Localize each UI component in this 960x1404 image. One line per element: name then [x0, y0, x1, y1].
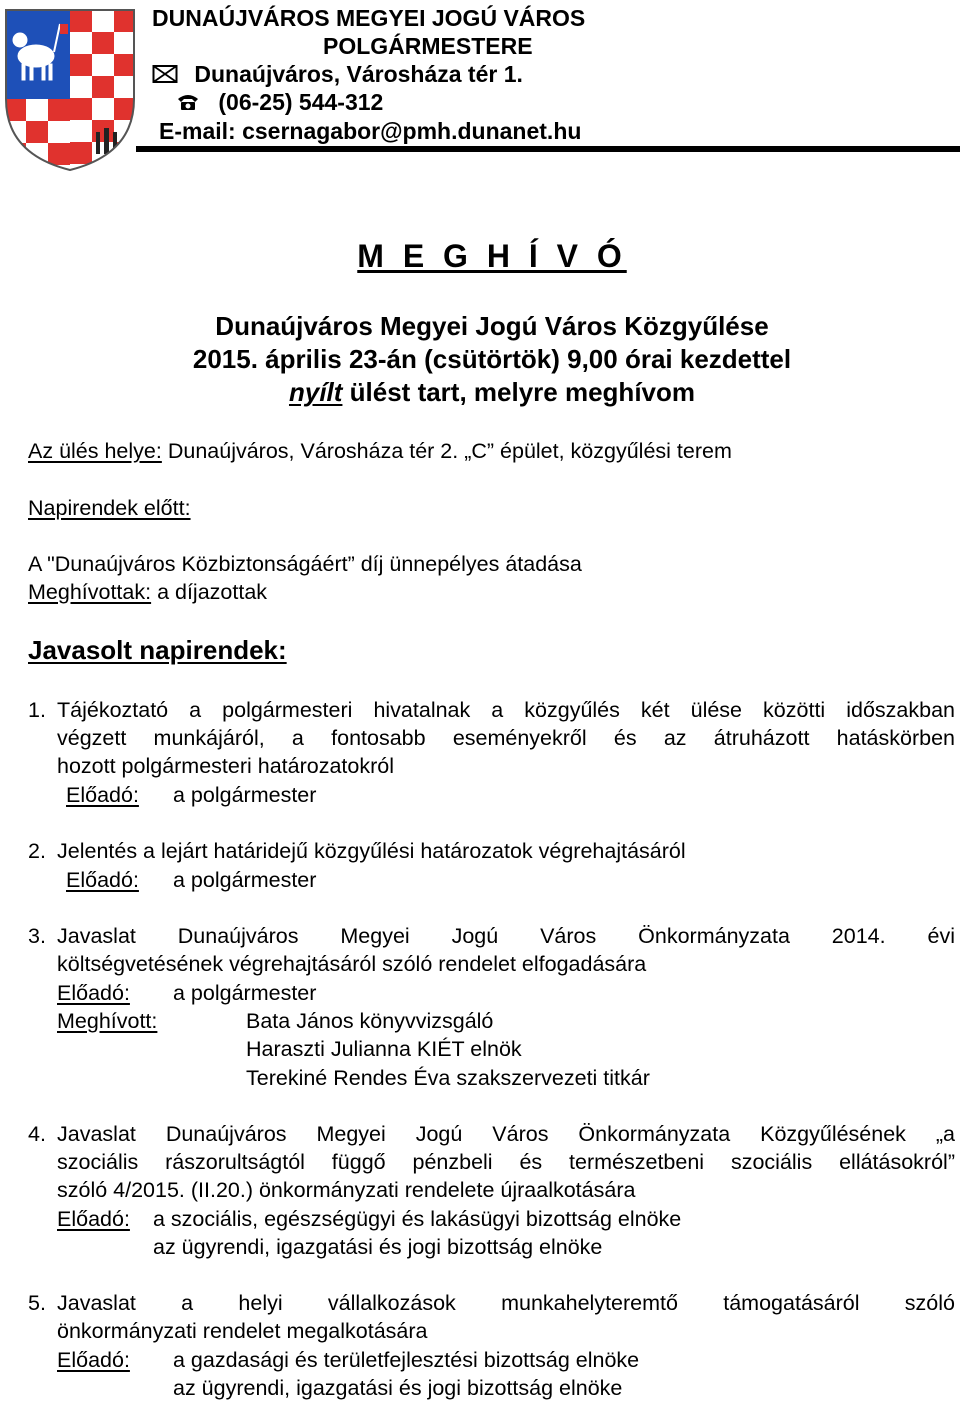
item-3-presenter: a polgármester — [173, 981, 317, 1005]
presenter-label: Előadó: — [66, 783, 139, 807]
session-type: nyílt — [288, 377, 343, 407]
phone-line — [176, 88, 383, 118]
item-5-line2: önkormányzati rendelet megalkotására — [57, 1319, 428, 1343]
document-title: M E G H Í V Ó — [357, 238, 627, 274]
item-4-line1: Javaslat Dunaújváros Megyei Jogú Város Önkormányzata Közgyűlésének „a — [57, 1122, 955, 1146]
pre-agenda-invited-text: a díjazottak — [151, 580, 268, 604]
address-line — [152, 60, 523, 90]
item-2-line1: Jelentés a lejárt határidejű közgyűlési határozatok végrehajtásáról — [57, 839, 686, 863]
email-line[interactable]: E-mail: csernagabor@pmh.dunanet.hu — [159, 118, 582, 144]
intro-line1: Dunaújváros Megyei Jogú Város Közgyűlése — [215, 311, 769, 341]
item-3-invited-3: Terekiné Rendes Éva szakszervezeti titkár — [246, 1066, 650, 1090]
pre-agenda-invited-label: Meghívottak: — [28, 580, 152, 604]
item-5-presenter: a gazdasági és területfejlesztési bizottság elnöke — [173, 1348, 640, 1372]
presenter-label: Előadó: — [57, 981, 130, 1005]
venue-text: Dunaújváros, Városháza tér 2. „C” épület, közgyűlési terem — [161, 439, 732, 463]
item-3-invited-1: Bata János könyvvizsgáló — [246, 1009, 494, 1033]
item-3-line1: Javaslat Dunaújváros Megyei Jogú Város Önkormányzata 2014. évi — [57, 924, 955, 948]
item-number: 4. — [28, 1122, 46, 1146]
item-3-line2: költségvetésének végrehajtásáról szóló rendelet elfogadására — [57, 952, 647, 976]
address-text: Dunaújváros, Városháza tér 1. — [194, 61, 523, 87]
item-1-line1: Tájékoztató a polgármesteri hivatalnak a közgyűlés két ülése közötti időszakban — [57, 698, 955, 722]
intro-line3 — [0, 376, 960, 408]
item-4-line3: szóló 4/2015. (II.20.) önkormányzati rendelete újraalkotására — [57, 1178, 636, 1202]
item-4-line2: szociális rászorultságtól függő pénzbeli és természetbeni szociális ellátásokról” — [57, 1150, 955, 1174]
venue-line — [28, 437, 732, 465]
item-2-presenter: a polgármester — [173, 868, 317, 892]
presenter-label: Előadó: — [57, 1348, 130, 1372]
office-name-line1: DUNAÚJVÁROS MEGYEI JOGÚ VÁROS — [152, 5, 586, 31]
item-1-line2: végzett munkájáról, a fontosabb eseményekről és az átruházott hatáskörben — [57, 726, 955, 750]
item-number: 5. — [28, 1291, 46, 1315]
venue-label: Az ülés helye: — [28, 439, 162, 463]
pre-agenda-item: A "Dunaújváros Közbiztonságáért” díj ünnepélyes átadása — [28, 552, 582, 576]
invited-label: Meghívott: — [57, 1009, 158, 1033]
item-3-invited-2: Haraszti Julianna KIÉT elnök — [246, 1037, 522, 1061]
item-number: 3. — [28, 924, 46, 948]
intro-line2: 2015. április 23-án (csütörtök) 9,00 órai kezdettel — [192, 344, 792, 374]
phone-text: (06-25) 544-312 — [218, 89, 384, 115]
header-divider — [136, 146, 960, 152]
item-number: 1. — [28, 698, 46, 722]
intro-line3-rest: ülést tart, melyre meghívom — [342, 377, 695, 407]
item-4-presenter-2: az ügyrendi, igazgatási és jogi bizottság elnöke — [153, 1235, 603, 1259]
pre-agenda-invited — [28, 578, 267, 606]
office-name-line2: POLGÁRMESTERE — [323, 33, 533, 59]
city-crest-icon — [2, 4, 138, 174]
item-5-line1: Javaslat a helyi vállalkozások munkahelyteremtő támogatásáról szóló — [57, 1291, 955, 1315]
item-5-presenter-2: az ügyrendi, igazgatási és jogi bizottság elnöke — [173, 1376, 623, 1400]
pre-agenda-label: Napirendek előtt: — [28, 496, 191, 520]
item-4-presenter: a szociális, egészségügyi és lakásügyi bizottság elnöke — [153, 1207, 682, 1231]
item-1-presenter: a polgármester — [173, 783, 317, 807]
item-number: 2. — [28, 839, 46, 863]
telephone-icon — [176, 90, 200, 118]
presenter-label: Előadó: — [66, 868, 139, 892]
agenda-heading: Javasolt napirendek: — [28, 635, 287, 665]
item-1-line3: hozott polgármesteri határozatokról — [57, 754, 395, 778]
presenter-label: Előadó: — [57, 1207, 130, 1231]
envelope-icon — [152, 62, 178, 90]
